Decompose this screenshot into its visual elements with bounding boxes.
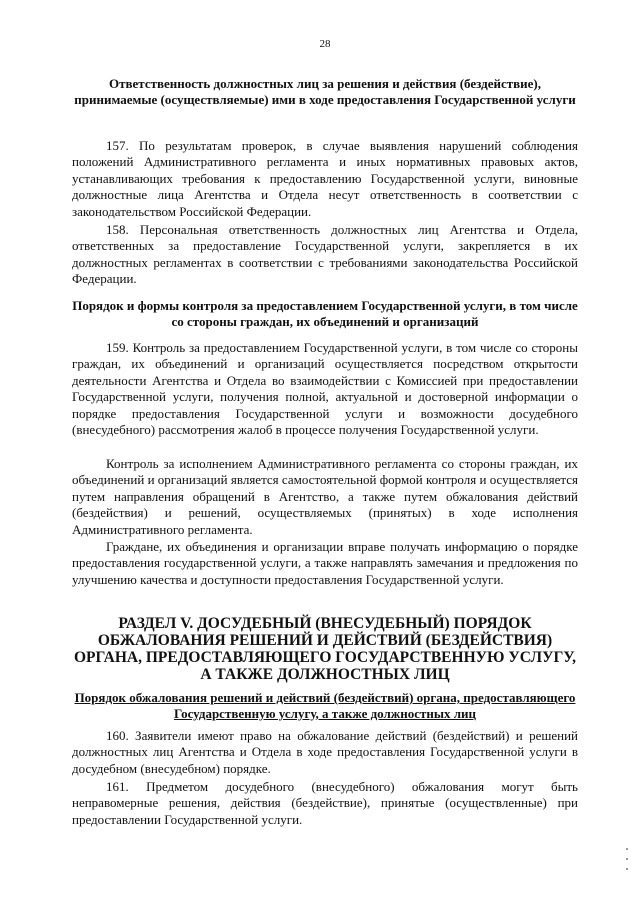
scan-dot bbox=[626, 868, 628, 870]
paragraph-157: 157. По результатам проверок, в случае выявления нарушений соблюдения положений Административного регламента и иных нормативных правовых актов, устанавливающих требования к предоставлению Государственной услуги, виновные должностные лица Агентства и Отдела несут ответственность в соответствии с законодательством Российской Федерации. bbox=[72, 138, 578, 219]
scan-dot bbox=[626, 848, 628, 850]
paragraph-control-admin: Контроль за исполнением Административного регламента со стороны граждан, их объединений и организаций является самостоятельной формой контроля и осуществляется путем направления обращений в Агентство, а также путем обжалования действий (бездействия) и решений, осуществляемых (принятых) в ходе исполнения Административного регламента. bbox=[72, 456, 578, 537]
paragraph-161: 161. Предметом досудебного (внесудебного) обжалования могут быть неправомерные решения, действия (бездействие), принятые (осуществленные) при предоставлении Государственной услуги. bbox=[72, 779, 578, 827]
heading-responsibility: Ответственность должностных лиц за решения и действия (бездействие), принимаемые (осуществляемые) ими в ходе предоставления Государственной услуги bbox=[74, 76, 576, 107]
page-number: 28 bbox=[319, 38, 331, 50]
paragraph-citizens-right: Граждане, их объединения и организации вправе получать информацию о порядке предоставления государственной услуги, а также направлять замечания и предложения по улучшению качества и доступности предоставления Государственной услуги. bbox=[72, 539, 578, 587]
heading-appeal-order: Порядок обжалования решений и действий (бездействий) органа, предоставляющего Государственную услугу, а также должностных лиц bbox=[74, 690, 576, 721]
heading-control-forms: Порядок и формы контроля за предоставлением Государственной услуги, в том числе со стороны граждан, их объединений и организаций bbox=[72, 298, 578, 329]
document-page bbox=[72, 0, 578, 905]
scan-dot bbox=[626, 858, 628, 860]
paragraph-158: 158. Персональная ответственность должностных лиц Агентства и Отдела, ответственных за предоставление Государственной услуги, закрепляется в их должностных регламентах в соответствии с требованиями законодательства Российской Федерации. bbox=[72, 222, 578, 287]
section-v-title: РАЗДЕЛ V. ДОСУДЕБНЫЙ (ВНЕСУДЕБНЫЙ) ПОРЯДОК ОБЖАЛОВАНИЯ РЕШЕНИЙ И ДЕЙСТВИЙ (БЕЗДЕЙСТВИЯ) ОРГАНА, ПРЕДОСТАВЛЯЮЩЕГО ГОСУДАРСТВЕННУЮ УСЛУГУ, А ТАКЖЕ ДОЛЖНОСТНЫХ ЛИЦ bbox=[73, 615, 577, 683]
paragraph-160: 160. Заявители имеют право на обжалование действий (бездействий) и решений должностных лиц Агентства и Отдела в ходе предоставления Государственной услуги в досудебном (внесудебном) порядке. bbox=[72, 728, 578, 776]
paragraph-159: 159. Контроль за предоставлением Государственной услуги, в том числе со стороны граждан, их объединений и организаций осуществляется посредством открытости деятельности Агентства и Отдела во взаимодействии с Комиссией при предоставлении Государственной услуги, получения полной, актуальной и достоверной информации о порядке предоставления Государственной услуги и возможности досудебного (внесудебного) рассмотрения жалоб в процессе получения Государственной услуги. bbox=[72, 340, 578, 438]
